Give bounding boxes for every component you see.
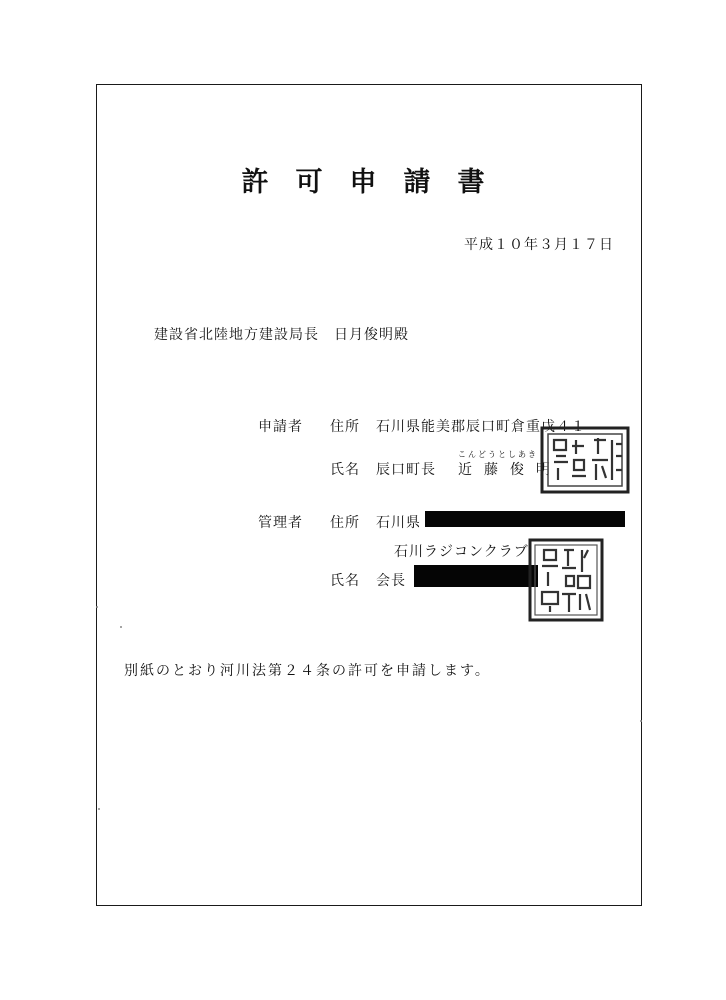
applicant-name-reading: こんどうとしあき xyxy=(458,450,538,459)
manager-address: 石川県 xyxy=(376,515,421,531)
manager-address-label: 住所 xyxy=(330,515,360,531)
applicant-address-label: 住所 xyxy=(330,419,360,435)
scan-speck xyxy=(96,606,98,608)
request-statement: 別紙のとおり河川法第２４条の許可を申請します。 xyxy=(124,663,491,679)
mayor-seal-stamp xyxy=(540,426,630,494)
applicant-name: 近藤俊明 xyxy=(458,462,562,478)
manager-role-label: 管理者 xyxy=(258,515,303,531)
manager-organization: 石川ラジコンクラブ xyxy=(394,544,529,560)
applicant-name-label: 氏名 xyxy=(330,462,360,478)
scan-speck xyxy=(640,720,642,722)
application-date: 平成１０年３月１７日 xyxy=(464,237,614,253)
applicant-address: 石川県能美郡辰口町倉重戊４１ xyxy=(376,419,586,435)
manager-title: 会長 xyxy=(376,573,406,589)
redacted-name-block xyxy=(414,565,538,587)
document-border xyxy=(96,84,642,906)
scan-speck xyxy=(98,808,100,810)
applicant-title: 辰口町長 xyxy=(376,462,436,478)
redacted-address-block xyxy=(425,511,625,527)
manager-name-label: 氏名 xyxy=(330,573,360,589)
applicant-role-label: 申請者 xyxy=(258,419,303,435)
addressee: 建設省北陸地方建設局長 日月俊明殿 xyxy=(154,327,409,343)
club-seal-stamp xyxy=(526,536,606,624)
scan-speck xyxy=(120,626,122,628)
document-title: 許可申請書 xyxy=(241,167,512,198)
